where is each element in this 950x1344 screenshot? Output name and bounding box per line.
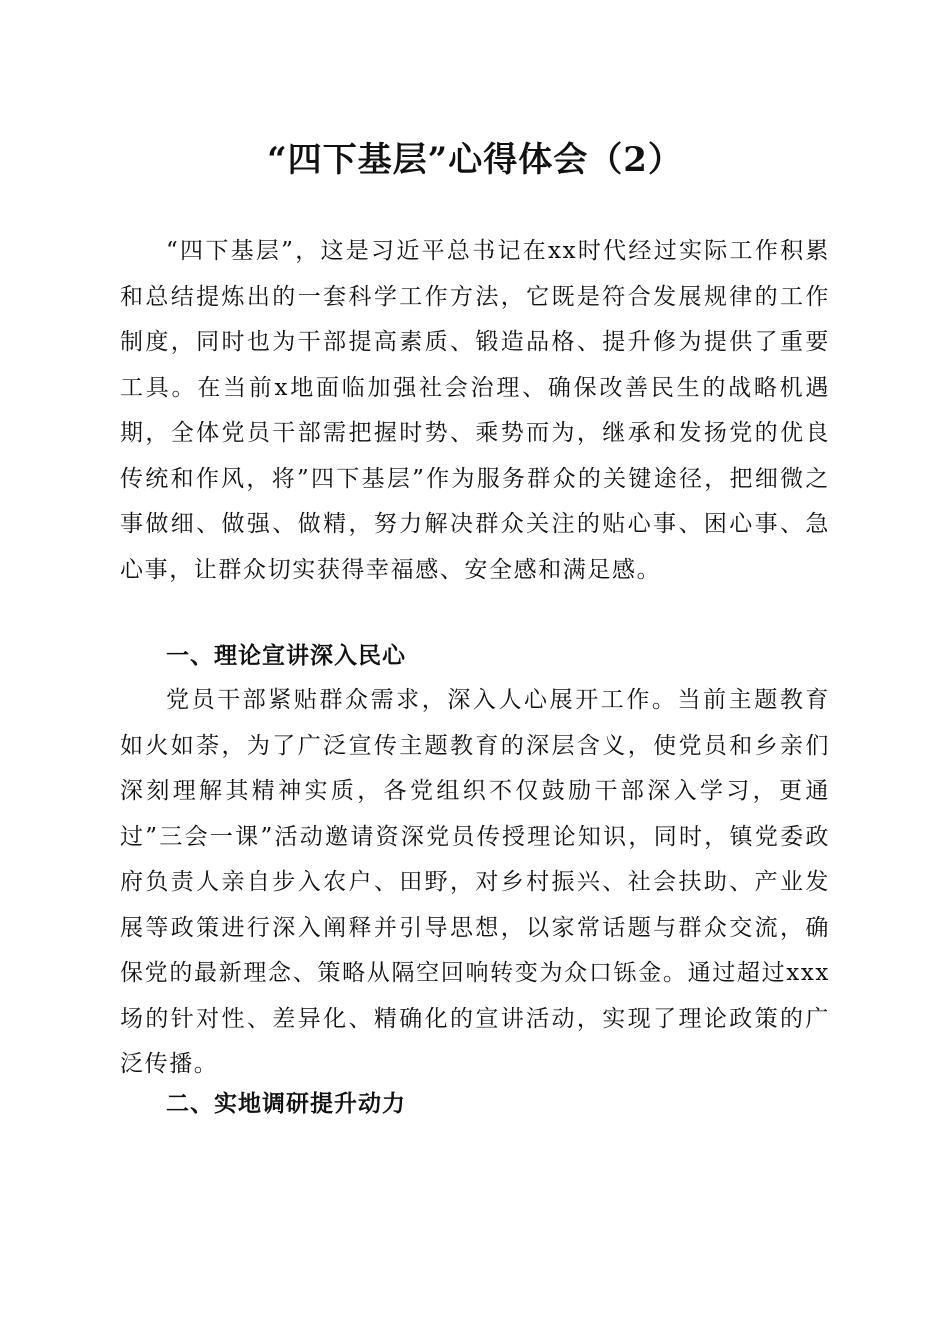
section-heading-2: 二、实地调研提升动力 [166, 1090, 406, 1117]
section-1-paragraph: 党员干部紧贴群众需求，深入人心展开工作。当前主题教育如火如荼，为了广泛宣传主题教育的深层含义，使党员和乡亲们深刻理解其精神实质，各党组织不仅鼓励干部深入学习，更通过”三会一课”活动邀请资深党员传授理论知识，同时，镇党委政府负责人亲自步入农户、田野，对乡村振兴、社会扶助、产业发展等政策进行深入阐释并引导思想，以家常话题与群众交流，确保党的最新理念、策略从隔空回响转变为众口铄金。通过超过xxx场的针对性、差异化、精确化的宣讲活动，实现了理论政策的广泛传播。 [120, 687, 830, 1077]
section-heading-1: 一、理论宣讲深入民心 [166, 642, 406, 669]
document-title: “四下基层”心得体会（2） [267, 140, 683, 180]
intro-paragraph: “四下基层”，这是习近平总书记在xx时代经过实际工作积累和总结提炼出的一套科学工作方法，它既是符合发展规律的工作制度，同时也为干部提高素质、锻造品格、提升修为提供了重要工具。在当前x地面临加强社会治理、确保改善民生的战略机遇期，全体党员干部需把握时势、乘势而为，继承和发扬党的优良传统和作风，将”四下基层”作为服务群众的关键途径，把细微之事做细、做强、做精，努力解决群众关注的贴心事、困心事、急心事，让群众切实获得幸福感、安全感和满足感。 [120, 238, 830, 583]
